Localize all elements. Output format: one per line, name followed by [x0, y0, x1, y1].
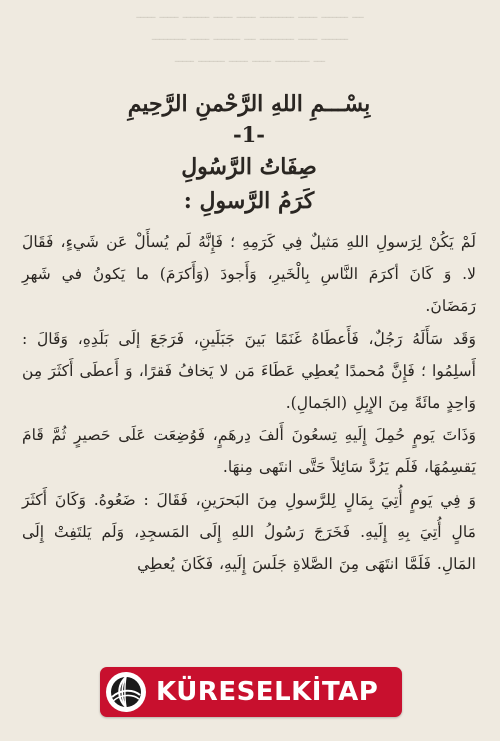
paragraph: وَقَد سَأَلَهُ رَجُلٌ، فَأَعطَاهُ غَنَمًا بَينَ جَبَلَينِ، فَرَجَعَ إلَى بَلَدِهِ، وَقَالَ : أَسلِمُوا ؛ فَإِنَّ مُحمدًا يُعطِي عَطَاءَ مَن لا يَخافُ فَقرًا، وَ أَعطَى أَكثَرَ مِن وَاحِدٍ مائَةً مِنَ الإِبِلِ (الجَمالِ). [22, 329, 476, 413]
show-through-text: ـــ ـــــــ ـــــ ـــــــــ ـــــ ـــــ ـــــــ ـــــ ـــــ ـــــــ ـــــ ـــــــــ ـــ ـــــــ ـــــ ـــــــــ ـــ ـــــــــ ـــــ ـــــ ـــــــ ـــــ [136, 7, 364, 66]
paragraph: وَذَاتَ يَومٍ حُمِلَ إِلَيهِ تِسعُونَ أَلفَ دِرهَمٍ، فَوُضِعَت عَلَى حَصيرٍ ثُمَّ قَامَ يَقسِمُهَا، فَلَم يَرُدَّ سَائِلاً حَتَّى انتَهى مِنهَا. [22, 426, 476, 477]
document-page [22, 88, 476, 580]
section-title: كَرَمُ الرَّسولِ : [183, 188, 315, 214]
chapter-number: -1- [232, 122, 266, 147]
paragraph: وَ فِي يَومٍ أُتِيَ بِمَالٍ لِلرَّسولِ مِنَ البَحرَينِ، فَقَالَ : ضَعُوهُ. وَكَانَ أَكثَرَ مَالٍ أُتِيَ بِهِ إِلَيهِ. فَخَرَجَ رَسُولُ اللهِ إِلَى المَسجِدِ، وَلَم يَلتَفِتْ إِلَى المَالِ. فَلَمَّا انتَهَى مِنَ الصَّلاةِ جَلَسَ إِلَيهِ، فَكَانَ يُعطِي [22, 490, 476, 574]
brand-name: KÜRESELKİTAP [156, 677, 379, 707]
paragraph: لَمْ يَكُنْ لِرَسولِ اللهِ مَثيلٌ فِي كَرَمِهِ ؛ فَإِنَّهُ لَم يُسأَلْ عَن شَيءٍ، فَقَالَ لا. وَ كَانَ أكرَمَ النَّاسِ بِالْخَيرِ، وَأَجودَ (وَأَكرَمَ) ما يَكونُ في شَهرِ رَمَضَانَ. [22, 233, 476, 316]
watermark-banner [100, 667, 402, 717]
globe-logo-icon [106, 672, 146, 712]
basmala: بِسْـــمِ اللهِ الرَّحْمنِ الرَّحِيمِ [127, 91, 371, 117]
chapter-title: صِفَاتُ الرَّسُولِ [181, 154, 317, 180]
